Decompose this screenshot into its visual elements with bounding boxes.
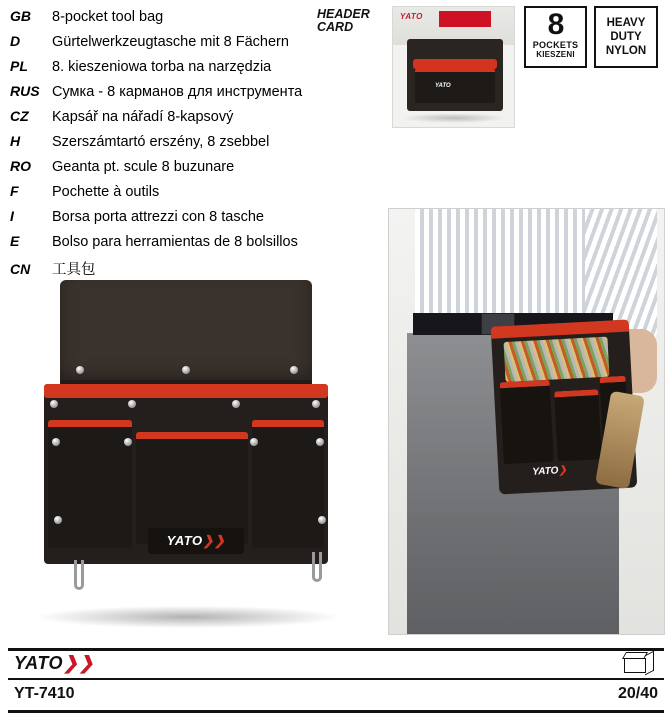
list-item — [10, 58, 320, 83]
brand-mark-icon: ❯❯ — [202, 533, 226, 548]
rivet — [76, 366, 84, 374]
language-description: Szerszámtartó erszény, 8 zsebbel — [52, 134, 270, 150]
box-icon — [624, 652, 656, 674]
header-card-bag-image — [407, 39, 503, 111]
footer-brand-text: YATO — [14, 653, 64, 673]
language-description: 8-pocket tool bag — [52, 9, 164, 25]
packaging-quantity: 20/40 — [617, 685, 658, 702]
worn-bag-pocket-middle — [554, 389, 602, 461]
language-code: F — [10, 183, 19, 199]
list-item — [10, 83, 320, 108]
language-description: Сумка - 8 карманов для инструмента — [52, 84, 303, 100]
badge-pockets-number: 8 — [547, 8, 564, 41]
badge-material-line1: HEAVY — [606, 17, 646, 29]
footer-divider-middle — [8, 678, 664, 680]
box-icon-body — [624, 658, 646, 673]
bag-brand-text: YATO — [166, 533, 203, 548]
rivet — [54, 516, 62, 524]
language-code: H — [10, 133, 21, 149]
language-code: RO — [10, 158, 31, 174]
badge-pockets-label-pl: KIESZENI — [536, 50, 575, 59]
header-card-bag-brand: YATO — [435, 83, 451, 89]
language-description: Bolso para herramientas de 8 bolsillos — [52, 234, 298, 250]
language-description: Gürtelwerkzeugtasche mit 8 Fächern — [52, 34, 289, 50]
brand-mark-icon: ❯ — [558, 464, 568, 477]
header-card-photo — [392, 6, 515, 128]
language-description: 8. kieszeniowa torba na narzędzia — [52, 59, 272, 75]
rivet — [290, 366, 298, 374]
rivet — [128, 400, 136, 408]
bag-brand-label — [148, 528, 244, 554]
list-item — [10, 8, 320, 33]
language-code: D — [10, 33, 21, 49]
list-item — [10, 233, 320, 258]
language-description: Pochette à outils — [52, 184, 160, 200]
language-code: CN — [10, 261, 31, 277]
worn-bag-brand-text: YATO — [532, 465, 559, 478]
product-shadow — [38, 606, 338, 628]
box-icon-side — [645, 651, 654, 676]
badge-material-line3: NYLON — [605, 45, 647, 57]
tools-in-pockets — [504, 337, 610, 382]
header-card-brand-label: YATO — [400, 12, 423, 21]
hammer-hook — [312, 552, 322, 582]
list-item — [10, 208, 320, 233]
rivet — [50, 400, 58, 408]
rivet — [52, 438, 60, 446]
badge-pockets-label-en: POCKETS — [532, 40, 579, 50]
list-item — [10, 183, 320, 208]
brand-mark-icon: ❯❯ — [63, 653, 95, 673]
list-item — [10, 108, 320, 133]
language-code: PL — [10, 58, 28, 74]
language-code: I — [10, 208, 14, 224]
header-card-shadow — [401, 113, 507, 123]
hammer-hook — [74, 560, 84, 590]
header-card-bag-front — [415, 69, 495, 103]
bag-pocket-left — [48, 420, 132, 548]
rivet — [182, 366, 190, 374]
language-description: Kapsář na nářadí 8-kapsový — [52, 109, 234, 125]
list-item — [10, 33, 320, 58]
footer-brand-logo — [14, 653, 94, 674]
rivet — [316, 438, 324, 446]
language-code: RUS — [10, 83, 40, 99]
footer-divider-top — [8, 648, 664, 651]
rivet — [124, 438, 132, 446]
rivet — [312, 400, 320, 408]
language-code: E — [10, 233, 20, 249]
badge-material-line2: DUTY — [610, 31, 642, 43]
worn-product-photo — [388, 208, 665, 635]
badge-pockets — [524, 6, 587, 68]
list-item — [10, 133, 320, 158]
product-code: YT-7410 — [14, 685, 75, 702]
list-item — [10, 158, 320, 183]
language-list — [10, 8, 320, 283]
bag-pocket-right — [252, 420, 324, 548]
rivet — [250, 438, 258, 446]
rivet — [318, 516, 326, 524]
language-description: 工具包 — [52, 262, 96, 278]
language-description: Geanta pt. scule 8 buzunare — [52, 159, 235, 175]
language-code: CZ — [10, 108, 29, 124]
worn-bag-pocket-left — [500, 380, 554, 465]
header-card-red-band — [439, 11, 491, 27]
language-description: Borsa porta attrezzi con 8 tasche — [52, 209, 264, 225]
badge-material — [594, 6, 658, 68]
person-shirt — [415, 208, 605, 325]
footer-divider-bottom — [8, 710, 664, 713]
language-code: GB — [10, 8, 31, 24]
main-product-photo — [8, 272, 380, 634]
header-card-note: HEADER CARD — [317, 7, 370, 34]
bag-red-trim — [44, 384, 328, 398]
tool-bag-image — [36, 280, 354, 610]
rivet — [232, 400, 240, 408]
